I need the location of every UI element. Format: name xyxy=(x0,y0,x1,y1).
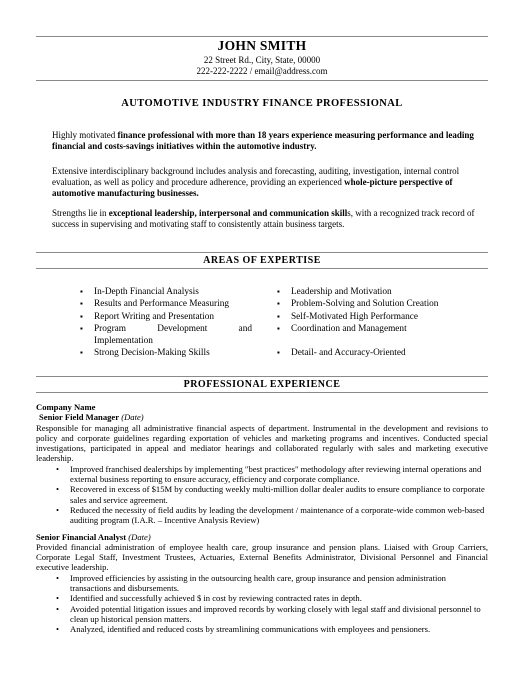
professional-title: AUTOMOTIVE INDUSTRY FINANCE PROFESSIONAL xyxy=(121,98,403,109)
job-title-line xyxy=(36,532,488,542)
expertise-item: ▪ Problem-Solving and Solution Creation xyxy=(277,298,487,310)
job-title: Senior Field Manager xyxy=(39,412,120,423)
expertise-item: ▪ In-Depth Financial Analysis xyxy=(80,286,252,298)
experience-rule-bottom xyxy=(36,392,488,393)
expertise-right-list xyxy=(277,286,487,359)
summary-p2-bold: whole-picture perspective of automotive manufacturing businesses. xyxy=(52,177,453,198)
summary-paragraph-2 xyxy=(52,166,490,199)
summary-p2-text: Extensive interdisciplinary background includes analysis and forecasting, auditing, investigation, internal control evaluation, as well as policy and procedure adherence, providing an experienced xyxy=(52,166,460,187)
expertise-rule-top xyxy=(36,252,488,253)
expertise-item: ▪ Report Writing and Presentation xyxy=(80,311,252,323)
summary-p3-bold: exceptional leadership, interpersonal and communication skill xyxy=(108,208,348,218)
achievement-item: • Identified and successfully achieved $ in cost by reviewing contracted rates in depth. xyxy=(70,593,488,603)
job-description: Responsible for managing all administrative financial aspects of department. Instrumental in the development and revisions to policy and corporate guidelines regarding exportation of vehicles and marketing programs and incentives. Conducted special investigations, participated in appeal and mediator hearings and collaborated regularly with sales and marketing executive leadership. xyxy=(36,422,488,464)
summary-p3-tail: s, with a recognized track record of success in supervising and motivating staff to consistently attain business targets. xyxy=(52,208,475,229)
achievement-item: • Recovered in excess of $15M by conducting weekly multi-million dollar dealer audits to ensure compliance to corporate sales and service agreement. xyxy=(70,484,488,505)
top-rule xyxy=(36,36,488,37)
summary-paragraph-1 xyxy=(52,130,490,152)
job-title-line xyxy=(36,412,488,422)
expertise-left-list xyxy=(80,286,252,360)
resume-name: JOHN SMITH xyxy=(217,38,307,53)
summary-paragraph-3 xyxy=(52,208,490,230)
summary-p1-bold: finance professional with more than 18 years experience measuring performance and leading financial and costs-savings initiatives within the automotive industry. xyxy=(52,130,474,151)
expertise-item: ▪ Leadership and Motivation xyxy=(277,286,487,298)
experience-heading: PROFESSIONAL EXPERIENCE xyxy=(183,379,341,390)
expertise-heading: AREAS OF EXPERTISE xyxy=(203,255,321,266)
achievement-item: • Avoided potential litigation issues and improved records by working closely with legal staff and divisional personnel to clean up historical pension matters. xyxy=(70,604,488,625)
expertise-item: ▪ Program Development and Implementation xyxy=(80,323,252,348)
achievement-item: • Improved efficiencies by assisting in the outsourcing health care, group insurance and pension administration transactions and disbursements. xyxy=(70,573,488,594)
company-name: Company Name xyxy=(36,402,96,412)
achievement-item: • Analyzed, identified and reduced costs by streamlining communications with employees and pensioners. xyxy=(70,624,488,634)
expertise-item: ▪ Results and Performance Measuring xyxy=(80,298,252,310)
expertise-item: ▪ Self-Motivated High Performance xyxy=(277,311,487,323)
achievement-item: • Reduced the necessity of field audits by leading the development / maintenance of a corporate-wide common web-based auditing program (I.A.R. – Incentive Analysis Review) xyxy=(70,505,488,526)
contact-phone-email: 222-222-2222 / email@address.com xyxy=(196,66,328,76)
expertise-item: ▪ Detail- and Accuracy-Oriented xyxy=(277,347,487,359)
job-title: Senior Financial Analyst xyxy=(36,531,127,542)
experience-block xyxy=(36,402,488,635)
expertise-item: ▪ Strong Decision-Making Skills xyxy=(80,347,252,359)
expertise-rule-bottom xyxy=(36,268,488,269)
summary-p1-lead: Highly motivated xyxy=(52,130,118,140)
job-achievements xyxy=(36,464,488,526)
achievement-item: • Improved franchised dealerships by implementing "best practices" methodology after reviewing internal operations and external business reporting to ensure accuracy, efficiency and corporate compliance. xyxy=(70,464,488,485)
summary-p3-lead: Strengths lie in xyxy=(52,208,109,218)
job-achievements xyxy=(36,573,488,635)
address: 22 Street Rd., City, State, 00000 xyxy=(203,55,321,65)
job-date: (Date) xyxy=(128,531,151,542)
job-description: Provided financial administration of employee health care, group insurance and pension plans. Liaised with Group Carriers, Corporate Legal Staff, Investment Trustees, Actuaries, External Benefits Administrator, Divisional Personnel and Financial executive leadership. xyxy=(36,541,488,573)
experience-rule-top xyxy=(36,376,488,377)
expertise-item: ▪ Coordination and Management xyxy=(277,323,487,335)
job-date: (Date) xyxy=(121,412,144,423)
header-rule xyxy=(36,80,488,81)
